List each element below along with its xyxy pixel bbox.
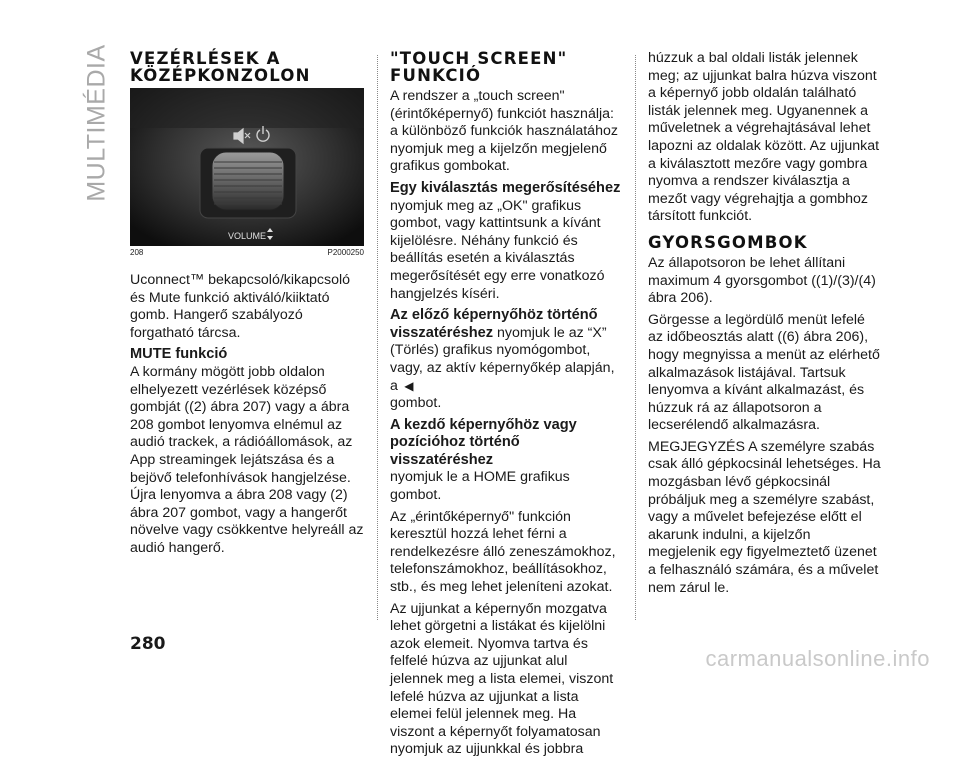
figure-volume-knob (130, 88, 364, 246)
column-divider (377, 55, 378, 620)
paragraph: A kormány mögött jobb oldalon elhelyezett vezérlések középső gombját ((2) ábra 207) vagy a ábra 208 gombot lenyomva elnémul az audió trackek, a rádióállomások, az App streamingek lejátszása és a bejövő telefonhívások hangjelzése. Újra lenyomva a ábra 208 vagy (2) ábra 207 gombot, vagy a hangerőt növelve vagy csökkentve helyreáll az audió hangerő. (130, 363, 364, 556)
subheading-mute: MUTE funkció (130, 346, 228, 363)
figure-code: P2000250 (327, 248, 364, 257)
watermark: carmanualsonline.info (705, 646, 930, 671)
paragraph: gombot. (390, 395, 442, 412)
paragraph: Az „érintőképernyő" funkción keresztül hozzá lehet férni a rendelkezésre álló zeneszámokhoz, telefonszámokhoz, beállításokhoz, stb., és meg lehet jeleníteni azokat. (390, 508, 616, 596)
section-title-shortcuts: GYORSGOMBOK (648, 232, 808, 252)
column-2 (390, 50, 622, 763)
paragraph: nyomjuk meg az „OK" grafikus gombot, vagy kattintsunk a kívánt kijelölésre. Néhány funkció és beállítás esetén a kiválasztás megerősítését egy erre vonatkozó hangjelzés kíséri. (390, 197, 605, 302)
paragraph: A rendszer a „touch screen" (érintőképernyő) funkciót használja: a különböző funkciók használatához nyomjuk meg a kijelzőn megjelenő grafikus gombokat. (390, 88, 618, 175)
paragraph: Uconnect™ bekapcsoló/kikapcsoló és Mute funkció aktiváló/kiiktató gomb. Hangerő szabályozó forgatható tárcsa. (130, 272, 351, 341)
section-title-controls: VEZÉRLÉSEK A KÖZÉPKONZOLON (130, 49, 311, 85)
page-number: 280 (130, 634, 166, 654)
subheading-back: Az előző képernyőhöz történő visszatéréshez (390, 307, 598, 341)
section-title-touch-screen: "TOUCH SCREEN" FUNKCIÓ (390, 49, 568, 85)
paragraph: húzzuk a bal oldali listák jelennek meg; az ujjunkat balra húzva viszont a képernyő jobb oldalán található listák jelennek meg. Ugyanennek a műveletnek a végrehajtásával lehet lapozni az oldalak között. Az ujjunkat a kiválasztott mezőre vagy gombra nyomva a rendszer kiválasztja a mezőt vagy végrehajtja a gombhoz társított funkciót. (648, 50, 880, 225)
subheading-home: A kezdő képernyőhöz vagy pozícióhoz történő visszatéréshez (390, 416, 577, 468)
column-3 (648, 50, 882, 601)
paragraph: Az állapotsoron be lehet állítani maximum 4 gyorsgombot ((1)/(3)/(4) ábra 206). (648, 254, 876, 307)
column-divider (635, 55, 636, 620)
back-arrow-icon: ◀ (404, 378, 414, 393)
volume-label: VOLUME (228, 231, 267, 241)
column-1 (130, 50, 364, 562)
paragraph: Az ujjunkat a képernyőn mozgatva lehet görgetni a listákat és kijelölni azok elemeit. Nyomva tartva és felfelé húzva az ujjunkat alul jelennek meg a lista elemei, viszont lefelé húzva az ujjunkat a lista elemei felül jelennek meg. Ha viszont a képernyőt folyamatosan nyomjuk az ujjunkkal és jobbra (390, 600, 614, 758)
volume-knob-illustration (130, 88, 364, 246)
paragraph: Görgesse a legördülő menüt lefelé az időbeosztás alatt ((6) ábra 206), hogy megnyissa a menüt az elérhető alkalmazások listájával. Tartsuk lenyomva a kívánt alkalmazást, és húzzuk rá az állapotsoron a lecserélendő alkalmazásra. (648, 311, 880, 434)
paragraph: nyomjuk le az “X” (Törlés) grafikus nyomógombot, vagy, az aktív képernyőkép alapján, a (390, 324, 615, 394)
section-label: MULTIMÉDIA (82, 44, 111, 202)
paragraph: nyomjuk le a HOME grafikus gombot. (390, 469, 570, 504)
subheading-confirm: Egy kiválasztás megerősítéséhez (390, 179, 621, 196)
figure-number: 208 (130, 248, 144, 257)
paragraph: MEGJEGYZÉS A személyre szabás csak álló gépkocsinál lehetséges. Ha mozgásban lévő gépkocsinál próbáljuk meg a személyre szabást, vagy a művelet befejezése előtt el akarunk indulni, a kijelzőn megjelenik egy figyelmeztető üzenet a felhasználó számára, és a művelet nem zárul le. (648, 438, 881, 596)
figure-caption (130, 248, 364, 258)
